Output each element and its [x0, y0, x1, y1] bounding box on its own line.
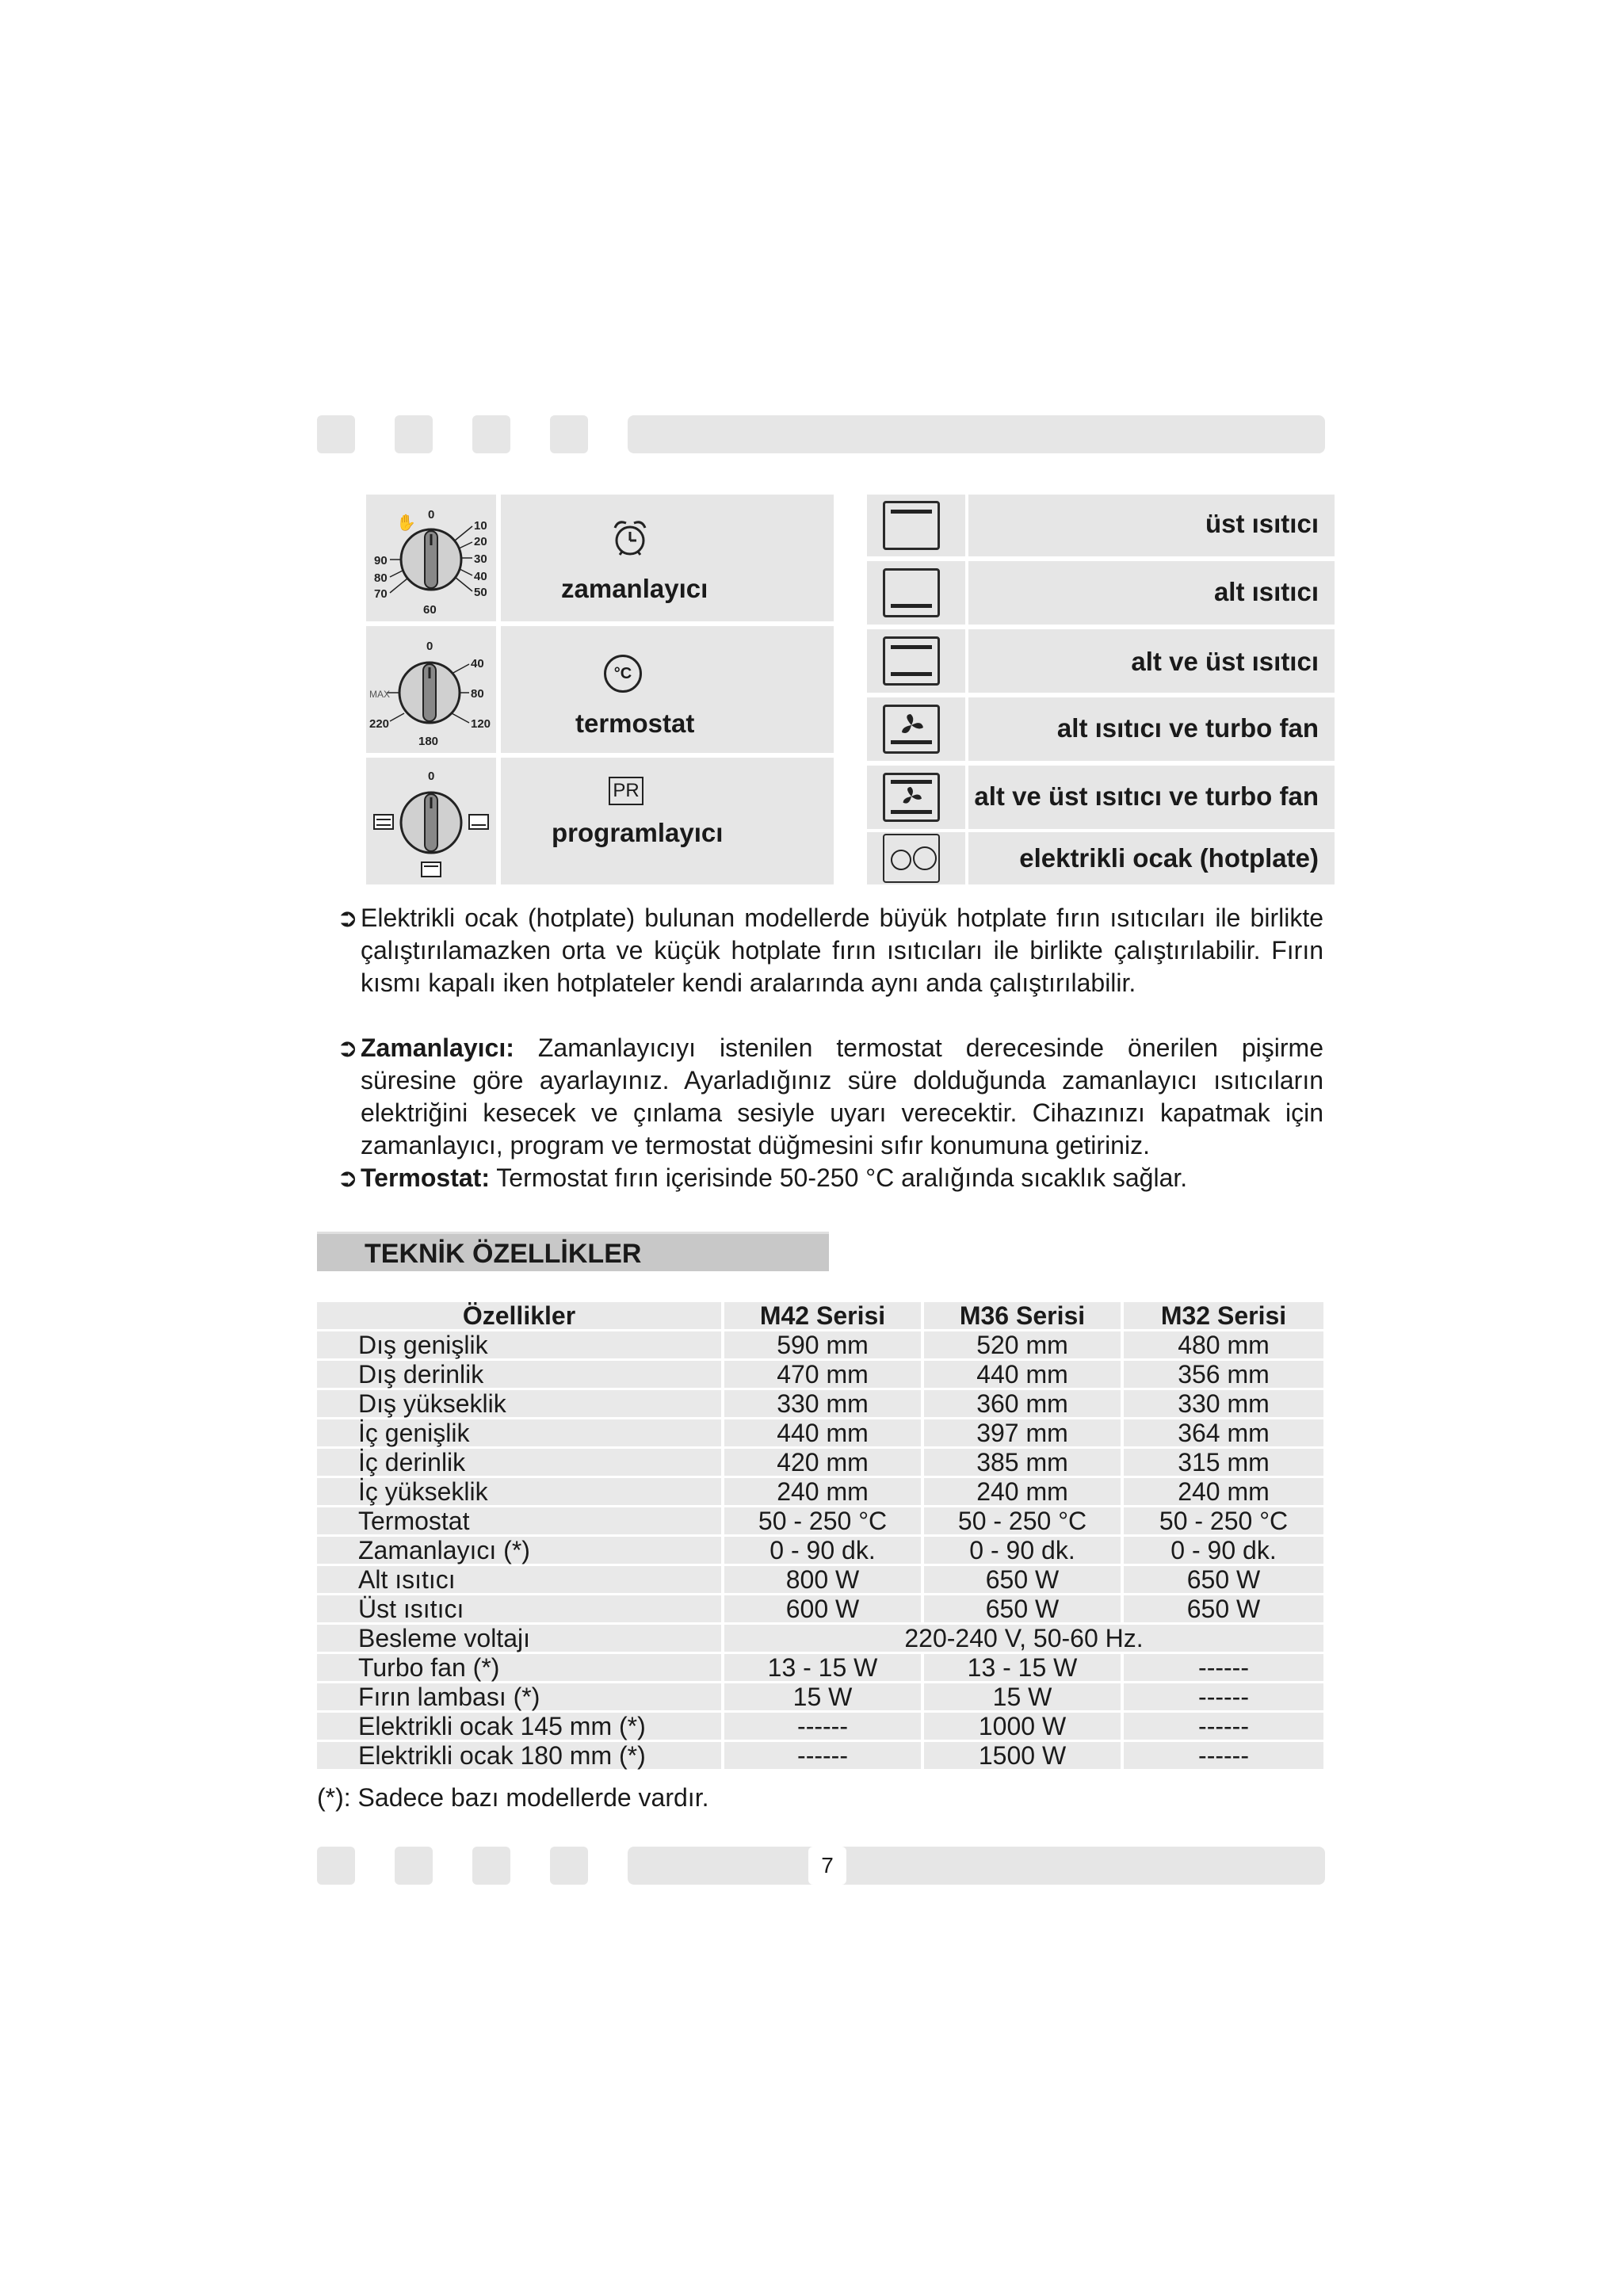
table-row: [317, 1478, 1323, 1505]
table-cell: 385 mm: [924, 1449, 1121, 1476]
table-cell: 50 - 250 °C: [924, 1507, 1121, 1534]
dial-label: 70: [374, 587, 388, 601]
table-cell: 240 mm: [924, 1478, 1121, 1505]
dial-label: 90: [374, 554, 388, 567]
top-heater-icon: [883, 501, 940, 550]
table-row: [317, 1713, 1323, 1740]
footer-bar: [628, 1847, 1325, 1885]
arrow-right-icon: ➲: [337, 904, 358, 932]
table-cell: ------: [1124, 1654, 1323, 1681]
column-header: Özellikler: [317, 1302, 721, 1329]
section-title: TEKNİK ÖZELLİKLER: [365, 1239, 642, 1269]
row-label: Alt ısıtıcı: [317, 1566, 721, 1593]
fan-icon: [898, 786, 925, 807]
dial-label: 120: [471, 717, 491, 731]
table-cell: 360 mm: [924, 1390, 1121, 1417]
table-cell: 650 W: [1124, 1595, 1323, 1622]
alarm-clock-icon: [612, 518, 648, 558]
function-row: [968, 495, 1335, 556]
table-cell: 50 - 250 °C: [1124, 1507, 1323, 1534]
timer-label: zamanlayıcı: [561, 574, 708, 603]
footer-block: [317, 1847, 355, 1885]
note-timer: [337, 1032, 1324, 1162]
note-hotplate-text: Elektrikli ocak (hotplate) bulunan modellerde büyük hotplate fırın ısıtıcıları ile birlikte çalıştırılamazken orta ve küçük hotplate fırın ısıtıcıları ile birlikte çalıştırılabilir. Fırın kısmı kapalı iken hotplateler kendi aralarında aynı anda çalıştırılabilir.: [361, 904, 1323, 997]
top-bottom-heater-fan-icon: [883, 773, 940, 822]
top-bottom-heater-icon: [883, 636, 940, 686]
table-row: [317, 1331, 1323, 1358]
row-label: İç derinlik: [317, 1449, 721, 1476]
dial-label: 40: [474, 570, 487, 583]
row-label: Zamanlayıcı (*): [317, 1537, 721, 1564]
function-icon-cell: [867, 832, 965, 884]
thermostat-dial-cell: [366, 626, 496, 753]
dial-label: 0: [428, 508, 435, 521]
row-label: Besleme voltajı: [317, 1625, 721, 1652]
table-cell: 13 - 15 W: [924, 1654, 1121, 1681]
note-timer-title: Zamanlayıcı:: [361, 1033, 514, 1062]
function-label: elektrikli ocak (hotplate): [1019, 843, 1319, 873]
table-cell: 480 mm: [1124, 1331, 1323, 1358]
table-row: [317, 1595, 1323, 1622]
table-cell: 520 mm: [924, 1331, 1121, 1358]
table-cell: 1000 W: [924, 1713, 1121, 1740]
function-row: [968, 697, 1335, 761]
programmer-label: programlayıcı: [552, 818, 724, 847]
programmer-label-cell: [501, 758, 834, 884]
dial-label: 80: [471, 687, 484, 701]
dial-label: 0: [428, 770, 435, 783]
table-cell: ------: [1124, 1683, 1323, 1710]
table-cell: 590 mm: [724, 1331, 921, 1358]
row-label: Elektrikli ocak 145 mm (*): [317, 1713, 721, 1740]
function-icon-cell: [867, 495, 965, 556]
function-icon-cell: [867, 697, 965, 761]
header-block: [317, 415, 355, 453]
table-cell: 0 - 90 dk.: [724, 1537, 921, 1564]
dial-label: 20: [474, 535, 487, 548]
note-thermostat: [337, 1162, 1323, 1194]
row-label: Elektrikli ocak 180 mm (*): [317, 1742, 721, 1769]
row-label: İç genişlik: [317, 1419, 721, 1446]
note-thermostat-text: Termostat fırın içerisinde 50-250 °C aralığında sıcaklık sağlar.: [496, 1163, 1188, 1192]
dial-label: MAX: [369, 689, 391, 700]
table-cell: 600 W: [724, 1595, 921, 1622]
table-cell: ------: [724, 1742, 921, 1769]
table-cell: 397 mm: [924, 1419, 1121, 1446]
table-cell: 15 W: [724, 1683, 921, 1710]
celsius-icon: °C: [604, 655, 642, 693]
table-row: [317, 1742, 1323, 1769]
table-cell: 440 mm: [924, 1361, 1121, 1388]
header-bar: [628, 415, 1325, 453]
table-cell: 650 W: [1124, 1566, 1323, 1593]
footer-block: [472, 1847, 510, 1885]
table-row: [317, 1654, 1323, 1681]
table-cell: 240 mm: [1124, 1478, 1323, 1505]
column-header: M32 Serisi: [1124, 1302, 1323, 1329]
table-cell: 364 mm: [1124, 1419, 1323, 1446]
thermostat-dial-icon: [366, 626, 496, 753]
table-cell: 650 W: [924, 1566, 1121, 1593]
programmer-dial-cell: [366, 758, 496, 884]
hand-icon: ✋: [396, 514, 416, 532]
bottom-heater-icon: [883, 568, 940, 617]
table-cell: 315 mm: [1124, 1449, 1323, 1476]
row-label: Üst ısıtıcı: [317, 1595, 721, 1622]
table-row: [317, 1449, 1323, 1476]
arrow-right-icon: ➲: [337, 1033, 358, 1062]
row-label: Dış yükseklik: [317, 1390, 721, 1417]
column-header: M42 Serisi: [724, 1302, 921, 1329]
hotplate-icon: [883, 834, 940, 883]
table-cell: 470 mm: [724, 1361, 921, 1388]
function-icon-cell: [867, 629, 965, 693]
table-row: [317, 1537, 1323, 1564]
header-block: [472, 415, 510, 453]
function-icon-cell: [867, 561, 965, 625]
note-timer-text: Zamanlayıcıyı istenilen termostat derecesinde önerilen pişirme süresine göre ayarlayınız. Ayarladığınız süre dolduğunda zamanlayıcı ısıtıcıların elektriğini kesecek ve çınlama sesiyle uyarı verecektir. Cihazınızı kapatmak için zamanlayıcı, program ve termostat düğmesini sıfır konumuna getiriniz.: [361, 1033, 1324, 1159]
page-number: 7: [808, 1847, 846, 1885]
timer-dial-cell: [366, 495, 496, 621]
table-cell: 50 - 250 °C: [724, 1507, 921, 1534]
table-row: [317, 1566, 1323, 1593]
dial-label: 0: [426, 640, 433, 653]
note-hotplate: [337, 902, 1323, 999]
dial-label: 10: [474, 519, 487, 533]
table-cell: 650 W: [924, 1595, 1121, 1622]
thermostat-label-cell: [501, 626, 834, 753]
table-cell: 220-240 V, 50-60 Hz.: [724, 1625, 1323, 1652]
table-cell: 1500 W: [924, 1742, 1121, 1769]
row-label: Dış derinlik: [317, 1361, 721, 1388]
dial-label: 180: [418, 735, 439, 748]
footnote: (*): Sadece bazı modellerde vardır.: [317, 1783, 709, 1812]
function-icon-cell: [867, 766, 965, 829]
table-cell: 800 W: [724, 1566, 921, 1593]
table-cell: 330 mm: [1124, 1390, 1323, 1417]
row-label: Dış genişlik: [317, 1331, 721, 1358]
table-cell: 420 mm: [724, 1449, 921, 1476]
table-row: [317, 1390, 1323, 1417]
bottom-heater-fan-icon: [883, 705, 940, 754]
section-header: [317, 1232, 829, 1271]
table-cell: ------: [1124, 1742, 1323, 1769]
table-row: [317, 1419, 1323, 1446]
column-header: M36 Serisi: [924, 1302, 1121, 1329]
programmer-dial-icon: [366, 758, 496, 884]
header-block: [550, 415, 588, 453]
function-label: üst ısıtıcı: [1205, 509, 1319, 538]
function-row: [968, 561, 1335, 625]
timer-label-cell: [501, 495, 834, 621]
dial-label: 220: [369, 717, 390, 731]
table-cell: 13 - 15 W: [724, 1654, 921, 1681]
table-row: [317, 1683, 1323, 1710]
footer-block: [395, 1847, 433, 1885]
note-thermostat-title: Termostat:: [361, 1163, 490, 1192]
table-cell: 440 mm: [724, 1419, 921, 1446]
table-row: [317, 1507, 1323, 1534]
thermostat-label: termostat: [575, 709, 695, 738]
row-label: Termostat: [317, 1507, 721, 1534]
dial-label: 30: [474, 552, 487, 566]
specs-header-row: [317, 1302, 1323, 1329]
table-cell: 0 - 90 dk.: [1124, 1537, 1323, 1564]
table-cell: 0 - 90 dk.: [924, 1537, 1121, 1564]
function-row: [968, 766, 1335, 829]
function-label: alt ısıtıcı: [1213, 577, 1319, 606]
header-block: [395, 415, 433, 453]
arrow-right-icon: ➲: [337, 1163, 358, 1192]
timer-dial-icon: [366, 495, 496, 621]
dial-label: 40: [471, 657, 484, 670]
table-row: [317, 1361, 1323, 1388]
table-cell: 356 mm: [1124, 1361, 1323, 1388]
function-label: alt ısıtıcı ve turbo fan: [1056, 713, 1319, 743]
dial-label: 80: [374, 571, 388, 585]
dial-label: 50: [474, 586, 487, 599]
row-label: Fırın lambası (*): [317, 1683, 721, 1710]
fan-icon: [898, 713, 925, 737]
function-label: alt ve üst ısıtıcı ve turbo fan: [974, 781, 1319, 811]
table-cell: ------: [1124, 1713, 1323, 1740]
table-cell: 330 mm: [724, 1390, 921, 1417]
row-label: İç yükseklik: [317, 1478, 721, 1505]
table-row: [317, 1625, 1323, 1652]
function-row: [968, 629, 1335, 693]
row-label: Turbo fan (*): [317, 1654, 721, 1681]
table-cell: 15 W: [924, 1683, 1121, 1710]
pr-icon: PR: [609, 777, 643, 805]
function-row: [968, 832, 1335, 884]
table-cell: 240 mm: [724, 1478, 921, 1505]
footer-block: [550, 1847, 588, 1885]
table-cell: ------: [724, 1713, 921, 1740]
function-label: alt ve üst ısıtıcı: [1131, 647, 1319, 676]
dial-label: 60: [423, 603, 437, 617]
